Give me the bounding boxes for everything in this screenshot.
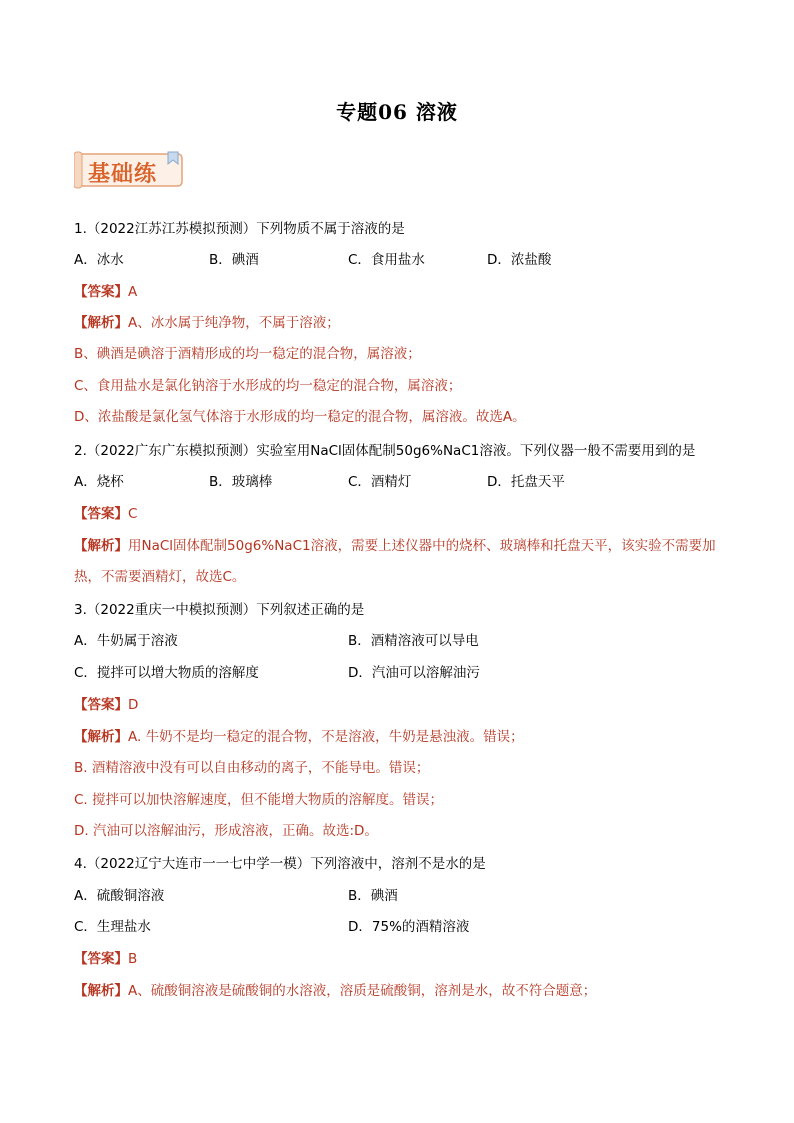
question-2-analysis-line-1: 【解析】用NaCl固体配制50g6%NaC1溶液，需要上述仪器中的烧杯、玻璃棒和托盘天平，该实验不需要加 <box>74 538 716 554</box>
question-3-option-a: A．牛奶属于溶液 <box>74 633 178 649</box>
question-1-option-c: C．食用盐水 <box>348 252 425 268</box>
question-1-analysis-line-2: B、碘酒是碘溶于酒精形成的均一稳定的混合物，属溶液； <box>74 346 421 362</box>
question-3-analysis-line-3: C. 搅拌可以加快溶解速度，但不能增大物质的溶解度。错误； <box>74 792 444 808</box>
question-1-option-a: A．冰水 <box>74 252 124 268</box>
page-title: 专题06 溶液 <box>336 100 458 124</box>
question-3-analysis-line-4: D. 汽油可以溶解油污，形成溶液，正确。故选:D。 <box>74 823 378 839</box>
question-3-option-d: D．汽油可以溶解油污 <box>348 665 480 681</box>
question-4-answer: 【答案】B <box>74 951 138 967</box>
question-3-answer: 【答案】D <box>74 697 139 713</box>
question-3-stem: 3.（2022重庆一中模拟预测）下列叙述正确的是 <box>74 602 365 618</box>
question-2-option-b: B．玻璃棒 <box>209 474 273 490</box>
question-4-stem: 4.（2022辽宁大连市一一七中学一模）下列溶液中，溶剂不是水的是 <box>74 856 486 872</box>
question-2-option-c: C．酒精灯 <box>348 474 412 490</box>
question-3-analysis-line-1: 【解析】A. 牛奶不是均一稳定的混合物，不是溶液，牛奶是悬浊液。错误； <box>74 729 524 745</box>
question-4-analysis-line-1: 【解析】A、硫酸铜溶液是硫酸铜的水溶液，溶质是硫酸铜，溶剂是水，故不符合题意； <box>74 983 597 999</box>
question-1-analysis-line-3: C、食用盐水是氯化钠溶于水形成的均一稳定的混合物，属溶液； <box>74 378 462 394</box>
question-2-option-d: D．托盘天平 <box>487 474 565 490</box>
question-1-analysis-line-1: 【解析】A、冰水属于纯净物，不属于溶液； <box>74 315 340 331</box>
question-1-answer: 【答案】A <box>74 284 138 300</box>
question-2-answer: 【答案】C <box>74 506 138 522</box>
question-3-option-c: C．搅拌可以增大物质的溶解度 <box>74 665 259 681</box>
question-3-analysis-line-2: B. 酒精溶液中没有可以自由移动的离子，不能导电。错误； <box>74 760 430 776</box>
question-4-option-d: D．75%的酒精溶液 <box>348 919 470 935</box>
question-1-stem: 1.（2022江苏江苏模拟预测）下列物质不属于溶液的是 <box>74 221 405 237</box>
question-1-option-d: D．浓盐酸 <box>487 252 552 268</box>
question-4-option-c: C．生理盐水 <box>74 919 151 935</box>
question-2-stem: 2.（2022广东广东模拟预测）实验室用NaCl固体配制50g6%NaC1溶液。下列仪器一般不需要用到的是 <box>74 443 696 459</box>
question-4-option-b: B．碘酒 <box>348 888 398 904</box>
question-3-option-b: B．酒精溶液可以导电 <box>348 633 479 649</box>
question-2-analysis-line-2: 热，不需要酒精灯，故选C。 <box>74 569 246 585</box>
question-1-option-b: B．碘酒 <box>209 252 259 268</box>
section-badge <box>74 150 186 190</box>
question-1-analysis-line-4: D、浓盐酸是氯化氢气体溶于水形成的均一稳定的混合物，属溶液。故选A。 <box>74 409 526 425</box>
question-4-option-a: A．硫酸铜溶液 <box>74 888 165 904</box>
section-badge-label: 基础练 <box>88 161 158 187</box>
question-2-option-a: A．烧杯 <box>74 474 124 490</box>
